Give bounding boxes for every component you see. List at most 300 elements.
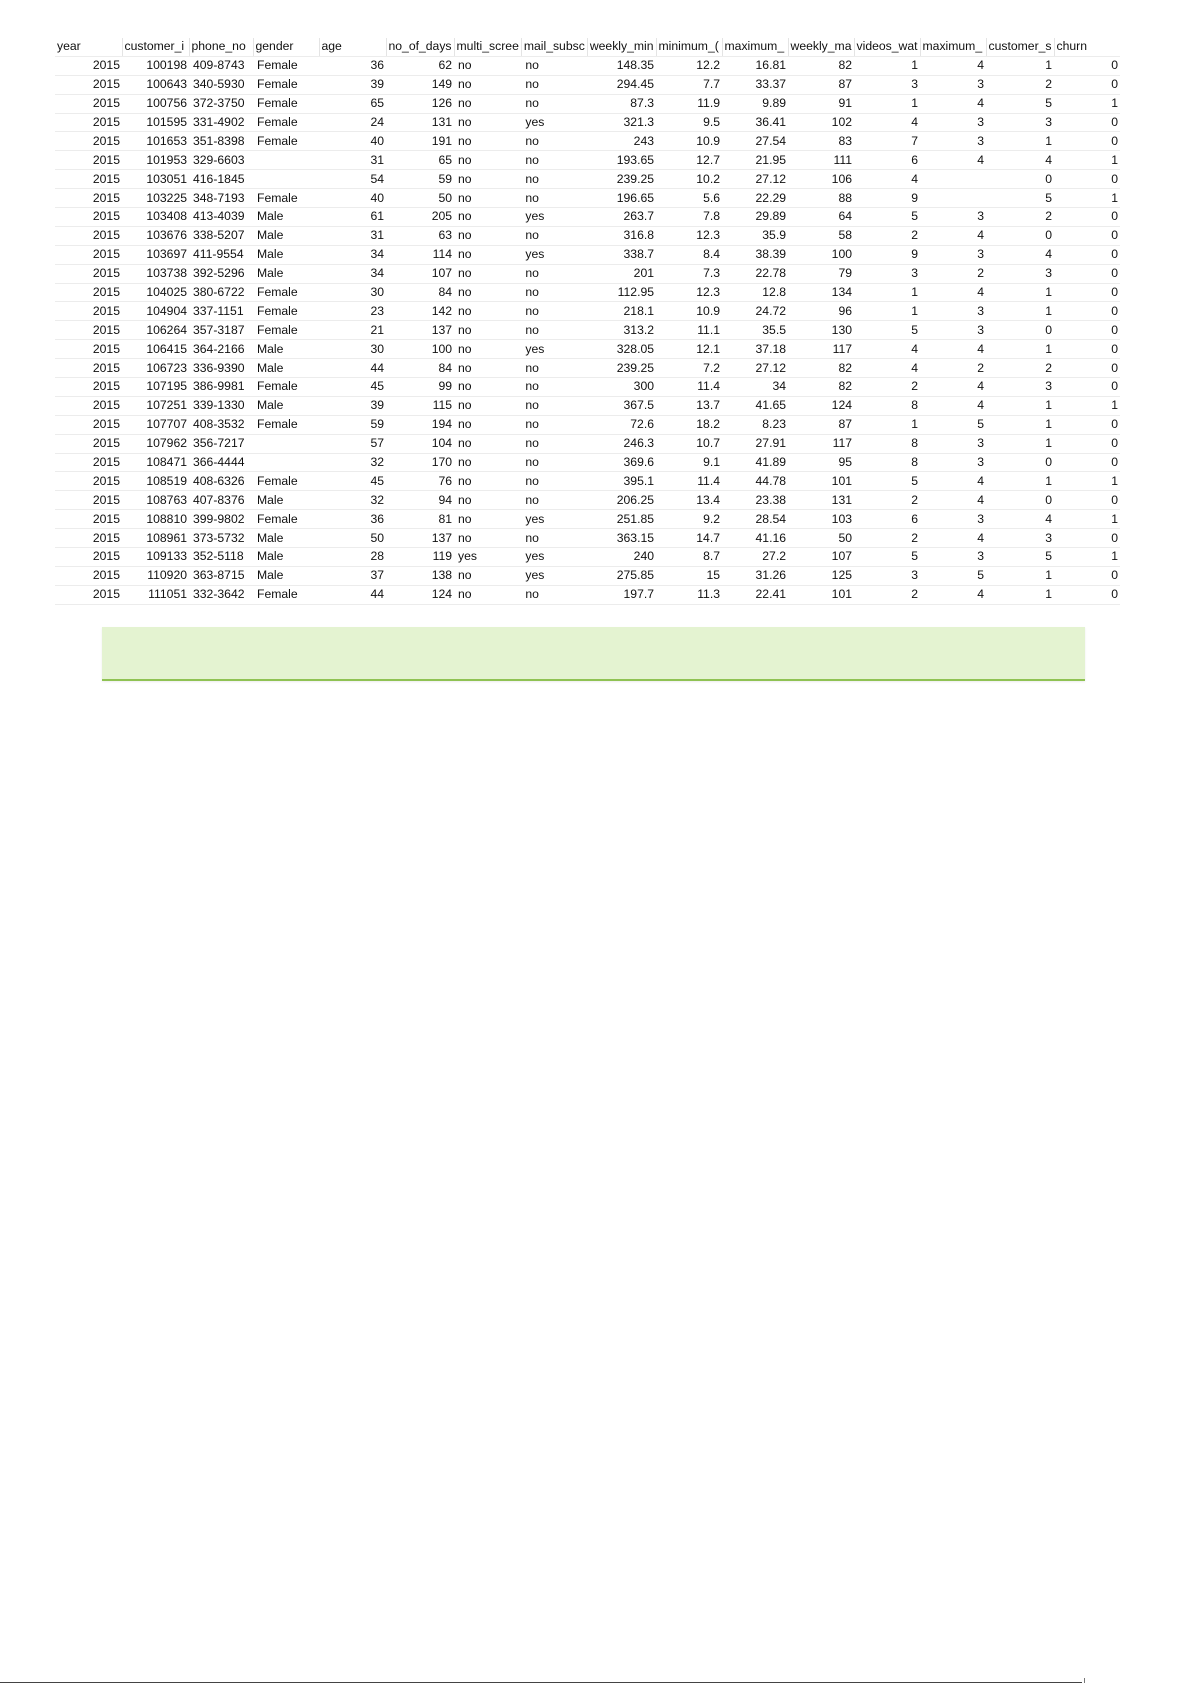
table-cell: 240 — [587, 548, 656, 567]
table-cell: 107962 — [122, 434, 189, 453]
callout-box — [102, 627, 1085, 681]
table-body — [55, 56, 1120, 604]
table-cell: 35.9 — [722, 226, 788, 245]
table-cell: 5 — [854, 208, 920, 227]
table-cell: 2 — [920, 359, 986, 378]
table-cell: 108810 — [122, 510, 189, 529]
table-cell: Male — [253, 491, 319, 510]
table-row — [55, 151, 1120, 170]
table-cell: Female — [253, 94, 319, 113]
table-cell: 0 — [1054, 75, 1120, 94]
table-cell: no — [521, 529, 587, 548]
table-cell: 41.16 — [722, 529, 788, 548]
table-row — [55, 245, 1120, 264]
table-cell: Female — [253, 472, 319, 491]
table-cell: 2 — [920, 264, 986, 283]
table-cell: 3 — [986, 529, 1054, 548]
table-cell: no — [521, 151, 587, 170]
table-cell — [920, 189, 986, 208]
table-row — [55, 434, 1120, 453]
table-cell: 4 — [986, 151, 1054, 170]
table-cell: 8.4 — [656, 245, 722, 264]
table-cell: 101653 — [122, 132, 189, 151]
table-cell: 28 — [319, 548, 386, 567]
table-cell: 87 — [788, 75, 854, 94]
column-header: mail_subsc — [521, 38, 587, 56]
table-cell: no — [454, 510, 521, 529]
table-row — [55, 75, 1120, 94]
table-cell: 94 — [386, 491, 454, 510]
table-cell: yes — [454, 548, 521, 567]
table-cell: no — [521, 359, 587, 378]
table-cell: 0 — [986, 453, 1054, 472]
table-cell: 64 — [788, 208, 854, 227]
table-cell: 3 — [854, 264, 920, 283]
table-cell: 44 — [319, 359, 386, 378]
table-cell: 0 — [1054, 585, 1120, 604]
table-cell: 4 — [920, 283, 986, 302]
table-cell: 5 — [854, 321, 920, 340]
table-cell: no — [454, 378, 521, 397]
table-cell: 2015 — [55, 434, 122, 453]
table-cell: 106264 — [122, 321, 189, 340]
table-cell: 1 — [1054, 548, 1120, 567]
table-cell: 246.3 — [587, 434, 656, 453]
table-cell: yes — [521, 113, 587, 132]
table-cell: 103 — [788, 510, 854, 529]
table-cell: no — [454, 472, 521, 491]
column-header: no_of_days — [386, 38, 454, 56]
table-cell: 61 — [319, 208, 386, 227]
table-cell: 1 — [854, 94, 920, 113]
table-cell: 4 — [920, 151, 986, 170]
table-cell: 10.2 — [656, 170, 722, 189]
table-cell: 0 — [1054, 378, 1120, 397]
table-cell: 35.5 — [722, 321, 788, 340]
table-cell: 101 — [788, 585, 854, 604]
table-cell: 2015 — [55, 75, 122, 94]
table-cell: 407-8376 — [189, 491, 253, 510]
table-cell: 110920 — [122, 566, 189, 585]
table-cell: 33.37 — [722, 75, 788, 94]
table-cell: 23.38 — [722, 491, 788, 510]
table-cell: 5 — [986, 94, 1054, 113]
table-row — [55, 585, 1120, 604]
table-cell: 54 — [319, 170, 386, 189]
table-cell: no — [454, 415, 521, 434]
table-cell: 0 — [1054, 264, 1120, 283]
table-cell: no — [521, 75, 587, 94]
table-cell: no — [521, 170, 587, 189]
table-cell: 50 — [386, 189, 454, 208]
column-header: customer_i — [122, 38, 189, 56]
table-cell: 3 — [920, 548, 986, 567]
table-cell: 63 — [386, 226, 454, 245]
table-cell: 22.41 — [722, 585, 788, 604]
table-cell: 12.3 — [656, 226, 722, 245]
table-cell: 10.9 — [656, 302, 722, 321]
table-cell: 34 — [319, 264, 386, 283]
table-cell: no — [521, 94, 587, 113]
table-cell: Female — [253, 189, 319, 208]
table-cell: 27.2 — [722, 548, 788, 567]
table-cell: 100643 — [122, 75, 189, 94]
table-row — [55, 510, 1120, 529]
table-cell: 1 — [986, 434, 1054, 453]
table-cell: 117 — [788, 340, 854, 359]
table-cell: 23 — [319, 302, 386, 321]
table-cell: Male — [253, 566, 319, 585]
table-cell: 206.25 — [587, 491, 656, 510]
table-cell: 416-1845 — [189, 170, 253, 189]
table-cell: 95 — [788, 453, 854, 472]
table-cell: 2015 — [55, 56, 122, 75]
table-cell: no — [454, 321, 521, 340]
table-cell: no — [521, 378, 587, 397]
table-cell: 84 — [386, 283, 454, 302]
table-cell: 137 — [386, 321, 454, 340]
table-cell: 131 — [788, 491, 854, 510]
table-cell: 0 — [1054, 453, 1120, 472]
table-cell: 41.65 — [722, 396, 788, 415]
table-cell: 3 — [986, 113, 1054, 132]
table-cell: 3 — [920, 132, 986, 151]
table-cell: 57 — [319, 434, 386, 453]
table-cell: no — [454, 94, 521, 113]
table-cell: 21 — [319, 321, 386, 340]
table-cell: 1 — [986, 396, 1054, 415]
table-cell: Male — [253, 208, 319, 227]
table-cell: no — [454, 226, 521, 245]
table-cell: 275.85 — [587, 566, 656, 585]
table-cell: 2 — [986, 359, 1054, 378]
table-cell: 2 — [854, 378, 920, 397]
table-cell: no — [454, 189, 521, 208]
table-cell: 1 — [1054, 472, 1120, 491]
column-header: maximum_ — [722, 38, 788, 56]
table-cell: 65 — [319, 94, 386, 113]
table-cell: 2015 — [55, 472, 122, 491]
table-cell: 4 — [920, 529, 986, 548]
table-cell: no — [454, 245, 521, 264]
table-cell: 34 — [722, 378, 788, 397]
table-cell: 5 — [920, 415, 986, 434]
table-cell: 29.89 — [722, 208, 788, 227]
table-cell: 104904 — [122, 302, 189, 321]
table-cell: 111 — [788, 151, 854, 170]
table-cell: 31.26 — [722, 566, 788, 585]
table-cell: 24.72 — [722, 302, 788, 321]
table-cell: 103225 — [122, 189, 189, 208]
table-cell: 2015 — [55, 189, 122, 208]
table-cell: 76 — [386, 472, 454, 491]
table-cell: 5 — [986, 189, 1054, 208]
table-cell: 3 — [920, 75, 986, 94]
table-cell: 5 — [920, 566, 986, 585]
table-cell: 4 — [920, 56, 986, 75]
table-cell: Female — [253, 585, 319, 604]
table-cell: 5 — [854, 548, 920, 567]
table-cell: 103408 — [122, 208, 189, 227]
table-cell: 0 — [986, 226, 1054, 245]
table-cell: no — [454, 396, 521, 415]
table-row — [55, 415, 1120, 434]
table-cell: 0 — [1054, 208, 1120, 227]
table-cell: 37 — [319, 566, 386, 585]
table-cell: 2015 — [55, 396, 122, 415]
table-cell: 372-3750 — [189, 94, 253, 113]
table-cell: 8 — [854, 396, 920, 415]
table-cell: 218.1 — [587, 302, 656, 321]
table-cell: 0 — [1054, 245, 1120, 264]
table-cell: 9.1 — [656, 453, 722, 472]
table-cell: 380-6722 — [189, 283, 253, 302]
table-cell: 373-5732 — [189, 529, 253, 548]
table-cell: 4 — [854, 340, 920, 359]
table-cell: 2015 — [55, 510, 122, 529]
table-cell: 148.35 — [587, 56, 656, 75]
table-cell: 91 — [788, 94, 854, 113]
table-cell: 2015 — [55, 151, 122, 170]
table-cell: 8.23 — [722, 415, 788, 434]
table-cell: 2015 — [55, 226, 122, 245]
table-cell: 10.9 — [656, 132, 722, 151]
table-cell: 4 — [986, 245, 1054, 264]
table-cell: 5 — [854, 472, 920, 491]
table-cell: 108471 — [122, 453, 189, 472]
table-cell: Male — [253, 396, 319, 415]
table-cell: 111051 — [122, 585, 189, 604]
table-cell: 9.2 — [656, 510, 722, 529]
table-cell: 8 — [854, 453, 920, 472]
table-cell: 2015 — [55, 359, 122, 378]
table-cell: 3 — [920, 208, 986, 227]
table-cell: 117 — [788, 434, 854, 453]
table-cell: 0 — [1054, 529, 1120, 548]
table-cell: 11.4 — [656, 378, 722, 397]
table-row — [55, 359, 1120, 378]
table-cell: 2 — [986, 208, 1054, 227]
table-cell: 100 — [788, 245, 854, 264]
table-cell: 4 — [920, 585, 986, 604]
table-cell: 9 — [854, 245, 920, 264]
table-cell: 101595 — [122, 113, 189, 132]
table-cell: 12.8 — [722, 283, 788, 302]
table-cell: yes — [521, 340, 587, 359]
table-cell: 0 — [1054, 283, 1120, 302]
table-row — [55, 132, 1120, 151]
table-cell: no — [521, 472, 587, 491]
table-cell: 4 — [920, 94, 986, 113]
table-cell: 363.15 — [587, 529, 656, 548]
table-cell: 124 — [788, 396, 854, 415]
table-cell: 106 — [788, 170, 854, 189]
table-row — [55, 396, 1120, 415]
table-cell: 8 — [854, 434, 920, 453]
column-header: year — [55, 38, 122, 56]
table-cell: no — [521, 321, 587, 340]
table-cell: Male — [253, 359, 319, 378]
table-cell: 0 — [1054, 302, 1120, 321]
table-cell: no — [454, 283, 521, 302]
table-row — [55, 226, 1120, 245]
table-cell: 399-9802 — [189, 510, 253, 529]
column-header: churn — [1054, 38, 1120, 56]
table-cell: 3 — [920, 434, 986, 453]
table-cell: 4 — [986, 510, 1054, 529]
table-cell: 1 — [854, 302, 920, 321]
table-cell: 50 — [319, 529, 386, 548]
table-cell: 0 — [986, 491, 1054, 510]
table-cell: 2015 — [55, 264, 122, 283]
table-cell: no — [454, 113, 521, 132]
table-cell: 40 — [319, 132, 386, 151]
table-cell: 4 — [854, 359, 920, 378]
table-cell: 38.39 — [722, 245, 788, 264]
table-cell: 142 — [386, 302, 454, 321]
table-cell: 4 — [920, 378, 986, 397]
table-cell: 1 — [1054, 510, 1120, 529]
table-cell: no — [521, 396, 587, 415]
table-cell: 27.91 — [722, 434, 788, 453]
table-cell: 364-2166 — [189, 340, 253, 359]
table-cell: 3 — [854, 566, 920, 585]
table-cell: 1 — [986, 585, 1054, 604]
table-cell: Female — [253, 321, 319, 340]
table-cell: 103676 — [122, 226, 189, 245]
table-cell: 107707 — [122, 415, 189, 434]
table-cell: 0 — [1054, 132, 1120, 151]
table-cell — [253, 434, 319, 453]
table-cell: 65 — [386, 151, 454, 170]
table-cell: 36 — [319, 510, 386, 529]
table-cell: 82 — [788, 359, 854, 378]
table-cell: 2015 — [55, 132, 122, 151]
table-cell: 13.7 — [656, 396, 722, 415]
table-cell: 1 — [986, 302, 1054, 321]
table-cell: 2015 — [55, 208, 122, 227]
table-cell: 201 — [587, 264, 656, 283]
table-cell: 1 — [1054, 151, 1120, 170]
table-row — [55, 548, 1120, 567]
table-cell: 82 — [788, 56, 854, 75]
table-cell: Female — [253, 113, 319, 132]
table-cell — [253, 453, 319, 472]
table-cell: 339-1330 — [189, 396, 253, 415]
table-cell: 22.78 — [722, 264, 788, 283]
table-cell: 36 — [319, 56, 386, 75]
table-cell: 72.6 — [587, 415, 656, 434]
table-cell: 3 — [920, 113, 986, 132]
table-cell: 114 — [386, 245, 454, 264]
table-cell: 2 — [854, 491, 920, 510]
column-header: phone_no — [189, 38, 253, 56]
table-cell: 4 — [920, 396, 986, 415]
table-cell: 0 — [1054, 359, 1120, 378]
table-cell: 9.89 — [722, 94, 788, 113]
table-cell: 107195 — [122, 378, 189, 397]
table-cell: no — [454, 491, 521, 510]
table-cell: 11.1 — [656, 321, 722, 340]
table-cell: 348-7193 — [189, 189, 253, 208]
table-cell: 1 — [986, 340, 1054, 359]
table-cell: 357-3187 — [189, 321, 253, 340]
table-cell: 170 — [386, 453, 454, 472]
table-row — [55, 491, 1120, 510]
table-cell: 82 — [788, 378, 854, 397]
table-cell: 104025 — [122, 283, 189, 302]
table-cell: 106723 — [122, 359, 189, 378]
table-cell: 1 — [986, 415, 1054, 434]
table-cell: no — [454, 264, 521, 283]
table-cell: 96 — [788, 302, 854, 321]
table-cell: 0 — [986, 321, 1054, 340]
table-cell: 2 — [854, 529, 920, 548]
table-cell: 7.2 — [656, 359, 722, 378]
column-header: customer_s — [986, 38, 1054, 56]
table-cell: 27.54 — [722, 132, 788, 151]
table-cell: 131 — [386, 113, 454, 132]
table-cell: 109133 — [122, 548, 189, 567]
table-cell: no — [521, 264, 587, 283]
footer-tick — [1084, 1678, 1085, 1683]
table-cell: 3 — [854, 75, 920, 94]
table-cell: 3 — [986, 264, 1054, 283]
table-cell: 100 — [386, 340, 454, 359]
table-row — [55, 208, 1120, 227]
table-cell: 0 — [1054, 56, 1120, 75]
table-cell: 392-5296 — [189, 264, 253, 283]
table-cell: 2 — [854, 226, 920, 245]
table-cell: 1 — [986, 472, 1054, 491]
table-cell: 1 — [986, 132, 1054, 151]
table-cell: 2015 — [55, 529, 122, 548]
table-cell: 0 — [1054, 434, 1120, 453]
table-cell: 9 — [854, 189, 920, 208]
table-cell: 1 — [854, 56, 920, 75]
table-cell: 103738 — [122, 264, 189, 283]
table-row — [55, 340, 1120, 359]
table-cell: Male — [253, 245, 319, 264]
table-row — [55, 472, 1120, 491]
table-cell: 3 — [920, 321, 986, 340]
table-row — [55, 453, 1120, 472]
table-cell: 1 — [1054, 189, 1120, 208]
table-cell: 30 — [319, 340, 386, 359]
column-header: weekly_min — [587, 38, 656, 56]
table-cell: no — [521, 283, 587, 302]
table-cell: 2015 — [55, 585, 122, 604]
table-cell: 4 — [854, 113, 920, 132]
table-cell: 3 — [920, 510, 986, 529]
table-cell: Female — [253, 510, 319, 529]
table-row — [55, 264, 1120, 283]
table-cell: Female — [253, 378, 319, 397]
table-cell: 126 — [386, 94, 454, 113]
table-cell: no — [521, 491, 587, 510]
table-cell: 101953 — [122, 151, 189, 170]
table-cell: 2015 — [55, 321, 122, 340]
table-cell: 103697 — [122, 245, 189, 264]
table-cell: 239.25 — [587, 170, 656, 189]
table-cell: 300 — [587, 378, 656, 397]
table-cell: 8.7 — [656, 548, 722, 567]
table-cell: 39 — [319, 75, 386, 94]
table-cell: 0 — [1054, 321, 1120, 340]
table-cell: 7 — [854, 132, 920, 151]
table-cell: 12.3 — [656, 283, 722, 302]
table-cell: 87 — [788, 415, 854, 434]
